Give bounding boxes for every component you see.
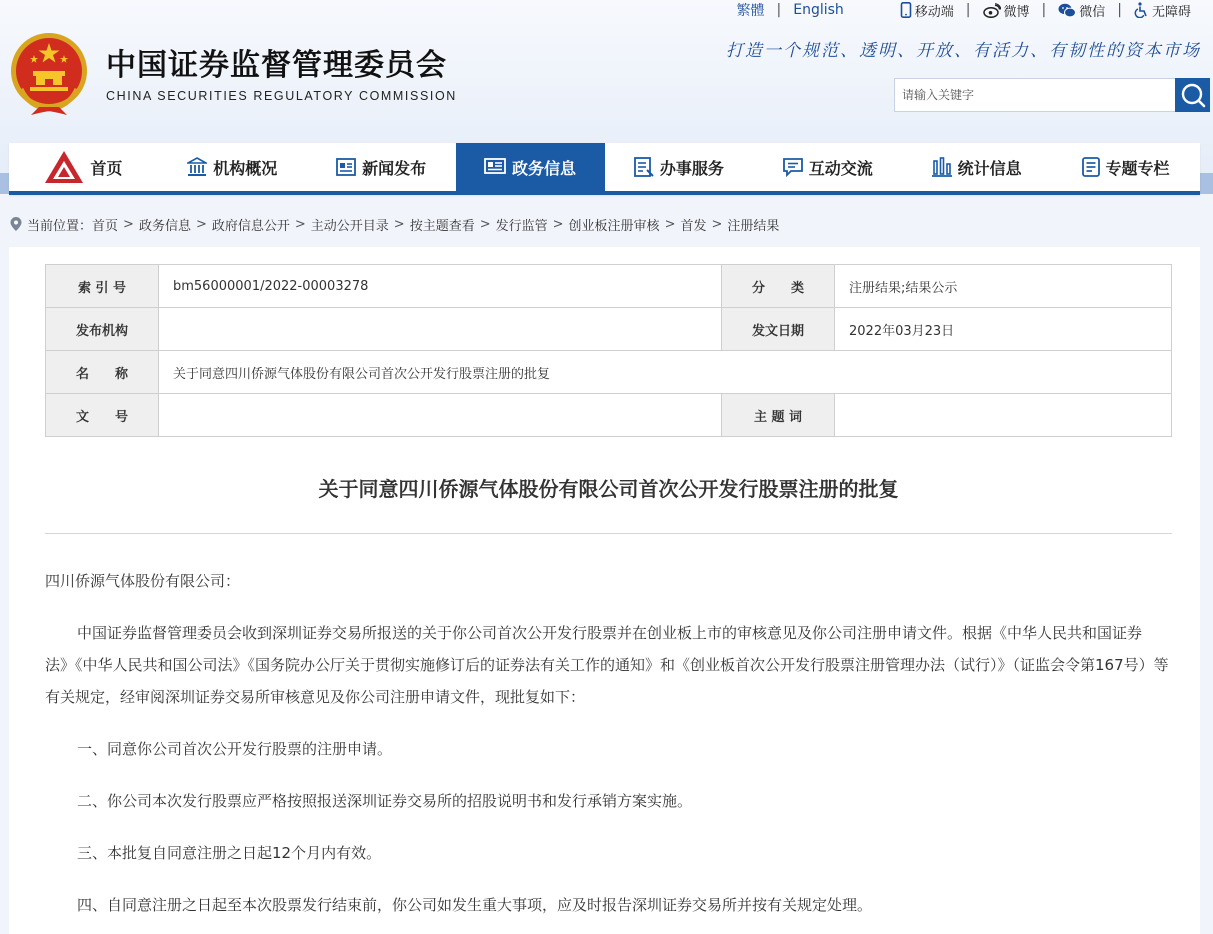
weibo-label: 微博 bbox=[1003, 4, 1030, 20]
chat-icon bbox=[783, 158, 803, 177]
issue-date-label: 发文日期 bbox=[722, 308, 835, 351]
main-content bbox=[9, 247, 1200, 934]
divider: | bbox=[1117, 2, 1122, 18]
table-row bbox=[46, 308, 1172, 351]
breadcrumb-item[interactable]: 创业板注册审核 bbox=[568, 218, 660, 234]
divider: | bbox=[1041, 2, 1047, 18]
site-name-english: CHINA SECURITIES REGULATORY COMMISSION bbox=[106, 89, 457, 103]
institution-icon bbox=[187, 157, 207, 177]
divider bbox=[45, 533, 1172, 534]
news-icon bbox=[336, 158, 356, 176]
doc-name-value: 关于同意四川侨源气体股份有限公司首次公开发行股票注册的批复 bbox=[159, 351, 1172, 394]
index-number-value: bm56000001/2022-00003278 bbox=[159, 265, 722, 308]
wechat-icon bbox=[1058, 3, 1076, 18]
search-icon bbox=[1180, 82, 1206, 108]
document-metadata-table bbox=[45, 264, 1172, 437]
category-label: 分 类 bbox=[722, 265, 835, 308]
issue-date-value: 2022年03月23日 bbox=[835, 308, 1172, 351]
index-number-label: 索 引 号 bbox=[46, 265, 159, 308]
document-body bbox=[45, 565, 1172, 934]
breadcrumb-separator: > bbox=[294, 216, 306, 232]
weibo-link[interactable] bbox=[983, 1, 1030, 20]
nav-label: 首页 bbox=[90, 158, 123, 178]
weibo-icon bbox=[983, 3, 1001, 18]
topic-icon bbox=[1082, 157, 1100, 177]
breadcrumb-item[interactable]: 注册结果 bbox=[727, 218, 780, 234]
nav-label: 机构概况 bbox=[213, 158, 278, 178]
search-input[interactable] bbox=[895, 79, 1175, 111]
location-pin-icon bbox=[9, 216, 23, 232]
nav-label: 办事服务 bbox=[659, 158, 724, 178]
english-link[interactable]: English bbox=[793, 2, 844, 18]
breadcrumb-item[interactable]: 主动公开目录 bbox=[310, 218, 389, 234]
national-emblem-logo[interactable] bbox=[9, 31, 89, 115]
home-logo-icon bbox=[44, 150, 84, 184]
body-paragraph: 中国证券监督管理委员会收到深圳证券交易所报送的关于你公司首次公开发行股票并在创业板上市的审核意见及你公司注册申请文件。根据《中华人民共和国证券法》《中华人民共和国公司法》《国务院办公厅关于贯彻实施修订后的证券法有关工作的通知》和《创业板首次公开发行股票注册管理办法（试行）》（证监会令第167号）等有关规定，经审阅深圳证券交易所审核意见及你公司注册申请文件，现批复如下： bbox=[45, 624, 1169, 706]
nav-item-topics[interactable] bbox=[1051, 143, 1200, 191]
table-row bbox=[46, 265, 1172, 308]
breadcrumb-item[interactable]: 首页 bbox=[92, 218, 119, 234]
main-navigation bbox=[9, 143, 1200, 195]
breadcrumb-item[interactable]: 政府信息公开 bbox=[211, 218, 290, 234]
wechat-link[interactable] bbox=[1058, 1, 1105, 20]
site-slogan: 打造一个规范、透明、开放、有活力、有韧性的资本市场 bbox=[726, 41, 1201, 61]
nav-item-gov-info[interactable] bbox=[456, 143, 605, 191]
breadcrumb-item[interactable]: 政务信息 bbox=[138, 218, 191, 234]
table-row bbox=[46, 351, 1172, 394]
search-button[interactable] bbox=[1175, 78, 1210, 112]
breadcrumb-item[interactable]: 按主题查看 bbox=[409, 218, 475, 234]
breadcrumb-separator: > bbox=[552, 216, 564, 232]
nav-label: 统计信息 bbox=[957, 158, 1022, 178]
breadcrumb-separator: > bbox=[393, 216, 405, 232]
nav-item-home[interactable] bbox=[9, 143, 158, 191]
keywords-value bbox=[835, 394, 1172, 437]
breadcrumb-separator: > bbox=[195, 216, 207, 232]
mobile-label: 移动端 bbox=[914, 4, 954, 20]
table-row bbox=[46, 394, 1172, 437]
body-paragraph: 三、本批复自同意注册之日起12个月内有效。 bbox=[77, 844, 382, 862]
nav-label: 新闻发布 bbox=[362, 158, 427, 178]
nav-label: 互动交流 bbox=[808, 158, 873, 178]
stats-icon bbox=[932, 157, 952, 177]
doc-name-label: 名 称 bbox=[46, 351, 159, 394]
site-name-chinese: 中国证券监督管理委员会 bbox=[106, 48, 447, 83]
document-title: 关于同意四川侨源气体股份有限公司首次公开发行股票注册的批复 bbox=[318, 477, 899, 501]
mobile-phone-icon bbox=[900, 2, 912, 18]
body-paragraph: 二、你公司本次发行股票应严格按照报送深圳证券交易所的招股说明书和发行承销方案实施。 bbox=[77, 792, 693, 810]
body-paragraph: 四、自同意注册之日起至本次股票发行结束前，你公司如发生重大事项，应及时报告深圳证券交易所并按有关规定处理。 bbox=[77, 896, 873, 914]
nav-item-service[interactable] bbox=[605, 143, 754, 191]
top-utility-bar bbox=[737, 0, 1192, 20]
salutation: 四川侨源气体股份有限公司： bbox=[45, 572, 241, 590]
wechat-label: 微信 bbox=[1079, 4, 1106, 20]
nav-label: 政务信息 bbox=[512, 158, 577, 178]
nav-label: 专题专栏 bbox=[1105, 158, 1170, 178]
doc-number-label: 文 号 bbox=[46, 394, 159, 437]
category-value: 注册结果;结果公示 bbox=[835, 265, 1172, 308]
traditional-chinese-link[interactable]: 繁體 bbox=[736, 3, 765, 19]
nav-item-institution[interactable] bbox=[158, 143, 307, 191]
breadcrumb-separator: > bbox=[123, 216, 134, 232]
body-paragraph: 一、同意你公司首次公开发行股票的注册申请。 bbox=[77, 740, 393, 758]
breadcrumb-separator: > bbox=[664, 216, 676, 232]
breadcrumb-separator: > bbox=[479, 216, 491, 232]
accessibility-icon bbox=[1134, 2, 1149, 18]
breadcrumb-item[interactable]: 发行监管 bbox=[495, 218, 548, 234]
publisher-label: 发布机构 bbox=[46, 308, 159, 351]
publisher-value bbox=[159, 308, 722, 351]
breadcrumb-separator: > bbox=[711, 216, 723, 232]
keywords-label: 主 题 词 bbox=[722, 394, 835, 437]
accessibility-label: 无障碍 bbox=[1151, 4, 1191, 20]
breadcrumb-item[interactable]: 首发 bbox=[680, 218, 707, 234]
nav-item-news[interactable] bbox=[307, 143, 456, 191]
breadcrumb bbox=[9, 214, 779, 234]
accessibility-link[interactable] bbox=[1134, 1, 1191, 20]
gov-info-icon bbox=[484, 158, 506, 176]
nav-item-interaction[interactable] bbox=[753, 143, 902, 191]
search-bar bbox=[894, 78, 1210, 112]
divider: | bbox=[776, 2, 782, 18]
service-icon bbox=[634, 157, 654, 177]
breadcrumb-prefix: 当前位置： bbox=[27, 218, 93, 234]
doc-number-value bbox=[159, 394, 722, 437]
nav-item-statistics[interactable] bbox=[902, 143, 1051, 191]
mobile-link[interactable] bbox=[900, 1, 954, 20]
divider: | bbox=[965, 2, 971, 18]
